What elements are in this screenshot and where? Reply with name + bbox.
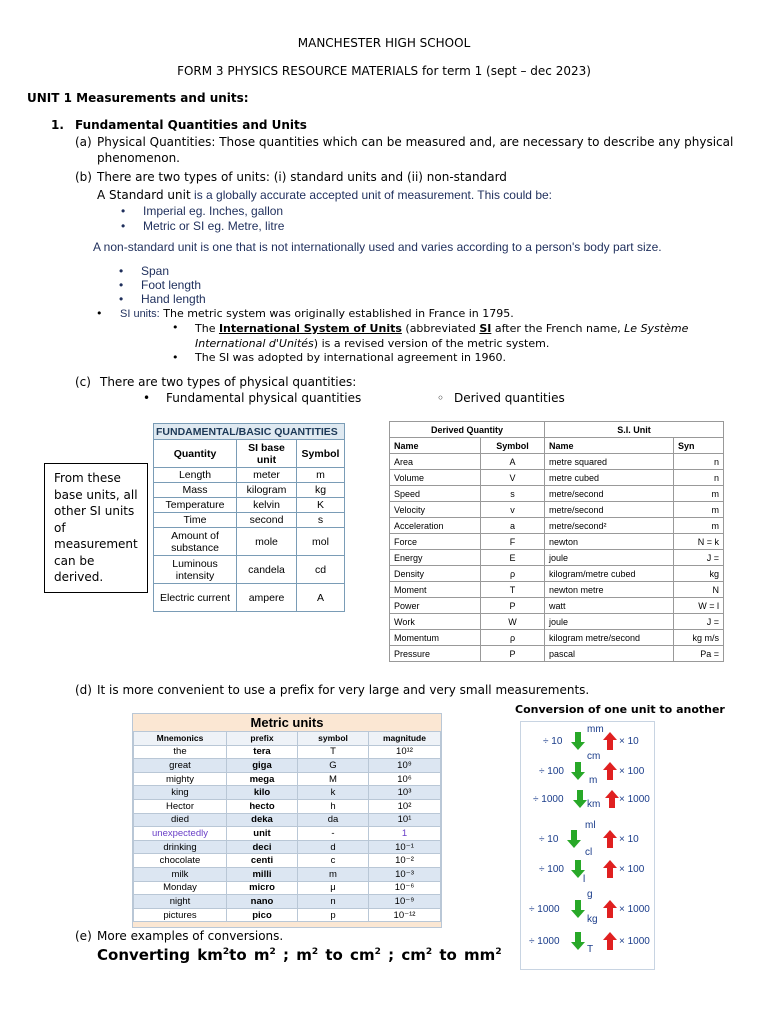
fundamental-quantities-label: Fundamental physical quantities bbox=[166, 391, 362, 405]
multiply-label: × 100 bbox=[619, 864, 645, 875]
table-row bbox=[134, 827, 441, 841]
si-units-intro bbox=[120, 307, 514, 320]
fund-cell: mole bbox=[237, 528, 297, 556]
si-sub1-end: ) is a revised version of the metric system. bbox=[313, 337, 550, 350]
metric-cell: nano bbox=[227, 895, 298, 909]
metric-header-cell: magnitude bbox=[369, 732, 441, 746]
item-d-text: It is more convenient to use a prefix for very large and very small measurements. bbox=[97, 683, 590, 697]
derived-cell: a bbox=[481, 518, 545, 534]
bullet-dot: • bbox=[96, 307, 103, 320]
derived-cell: newton bbox=[545, 534, 674, 550]
derived-cell: kilogram metre/second bbox=[545, 630, 674, 646]
metric-cell: 10⁻³ bbox=[369, 867, 441, 881]
table-row bbox=[154, 498, 345, 513]
fund-cell: kilogram bbox=[237, 483, 297, 498]
standard-unit-def bbox=[97, 188, 552, 202]
red-up-arrow-icon bbox=[603, 900, 617, 918]
list-item: • Span bbox=[141, 264, 206, 278]
metric-cell: the bbox=[134, 745, 227, 759]
converting-part3: to mm bbox=[439, 946, 496, 964]
derived-cell: Density bbox=[390, 566, 481, 582]
metric-cell: pictures bbox=[134, 908, 227, 922]
table-row bbox=[134, 772, 441, 786]
derived-cell: kg m/s bbox=[674, 630, 724, 646]
metric-cell: 10¹ bbox=[369, 813, 441, 827]
item-e-text: More examples of conversions. bbox=[97, 929, 284, 943]
table-row bbox=[390, 470, 724, 486]
section-number: 1. bbox=[51, 118, 64, 132]
fund-cell: kelvin bbox=[237, 498, 297, 513]
unit-label: cl bbox=[585, 847, 593, 858]
fund-cell: m bbox=[297, 468, 345, 483]
metric-cell: drinking bbox=[134, 840, 227, 854]
item-d-label: (d) bbox=[75, 683, 92, 697]
derived-cell: m bbox=[674, 502, 724, 518]
derived-cell: m bbox=[674, 486, 724, 502]
table-row bbox=[390, 454, 724, 470]
bullet-dot: • bbox=[143, 391, 151, 405]
metric-cell: Monday bbox=[134, 881, 227, 895]
metric-cell: T bbox=[298, 745, 369, 759]
unit-label: mm bbox=[587, 724, 604, 735]
standard-unit-lead: A Standard unit bbox=[97, 188, 191, 202]
metric-cell: kilo bbox=[227, 786, 298, 800]
divide-label: ÷ 10 bbox=[543, 736, 563, 747]
derived-cell: A bbox=[481, 454, 545, 470]
bullet-dot: • bbox=[172, 351, 179, 364]
metric-cell: p bbox=[298, 908, 369, 922]
document-subtitle: FORM 3 PHYSICS RESOURCE MATERIALS for term 1 (sept – dec 2023) bbox=[177, 64, 591, 78]
fund-cell: Length bbox=[154, 468, 237, 483]
list-item: • Hand length bbox=[141, 292, 206, 306]
multiply-label: × 1000 bbox=[619, 904, 650, 915]
derived-header-name: Name bbox=[390, 438, 481, 454]
metric-cell: 10⁹ bbox=[369, 759, 441, 773]
derived-cell: P bbox=[481, 646, 545, 662]
derived-cell: J = bbox=[674, 614, 724, 630]
divide-label: ÷ 100 bbox=[539, 766, 564, 777]
conversion-chart bbox=[520, 721, 655, 970]
item-c-text: There are two types of physical quantities: bbox=[100, 375, 357, 389]
metric-cell: unit bbox=[227, 827, 298, 841]
derived-cell: metre cubed bbox=[545, 470, 674, 486]
table-row bbox=[154, 556, 345, 584]
green-down-arrow-icon bbox=[571, 900, 585, 918]
metric-cell: giga bbox=[227, 759, 298, 773]
derived-cell: P bbox=[481, 598, 545, 614]
derived-cell: m bbox=[674, 518, 724, 534]
derived-cell: watt bbox=[545, 598, 674, 614]
metric-cell: died bbox=[134, 813, 227, 827]
derived-cell: Volume bbox=[390, 470, 481, 486]
derived-cell: T bbox=[481, 582, 545, 598]
metric-cell: - bbox=[298, 827, 369, 841]
table-row bbox=[390, 630, 724, 646]
bullet-dot: • bbox=[172, 321, 179, 334]
table-row bbox=[390, 566, 724, 582]
table-row bbox=[134, 881, 441, 895]
unit-label: km bbox=[587, 799, 601, 810]
fund-cell: kg bbox=[297, 483, 345, 498]
metric-cell: da bbox=[298, 813, 369, 827]
derived-cell: W bbox=[481, 614, 545, 630]
derived-cell: Pressure bbox=[390, 646, 481, 662]
unit-label: cm bbox=[587, 751, 601, 762]
multiply-label: × 1000 bbox=[619, 794, 650, 805]
unit-label: ml bbox=[585, 820, 596, 831]
metric-cell: 10⁻⁹ bbox=[369, 895, 441, 909]
green-down-arrow-icon bbox=[573, 790, 587, 808]
item-a-line1: Physical Quantities: Those quantities which can be measured and, are necessary to describe any physical bbox=[97, 135, 734, 149]
metric-cell: 10⁻¹ bbox=[369, 840, 441, 854]
fund-cell: second bbox=[237, 513, 297, 528]
converting-part2: to cm bbox=[325, 946, 375, 964]
derived-cell: J = bbox=[674, 550, 724, 566]
red-up-arrow-icon bbox=[603, 860, 617, 878]
fund-cell: s bbox=[297, 513, 345, 528]
derived-cell: N = k bbox=[674, 534, 724, 550]
item-a-text bbox=[97, 135, 737, 165]
si-unit-group-header: S.I. Unit bbox=[545, 422, 724, 438]
converting-part1: to m bbox=[229, 946, 270, 964]
green-down-arrow-icon bbox=[571, 860, 585, 878]
metric-cell: μ bbox=[298, 881, 369, 895]
metric-cell: n bbox=[298, 895, 369, 909]
fund-cell: meter bbox=[237, 468, 297, 483]
derived-cell: N bbox=[674, 582, 724, 598]
derived-cell: kg bbox=[674, 566, 724, 582]
metric-cell: Hector bbox=[134, 799, 227, 813]
red-up-arrow-icon bbox=[603, 732, 617, 750]
derived-cell: F bbox=[481, 534, 545, 550]
derived-cell: v bbox=[481, 502, 545, 518]
section-title: Fundamental Quantities and Units bbox=[75, 118, 307, 132]
green-down-arrow-icon bbox=[571, 732, 585, 750]
derived-cell: W = l bbox=[674, 598, 724, 614]
derived-cell: ρ bbox=[481, 566, 545, 582]
table-row bbox=[154, 584, 345, 612]
derived-cell: metre/second bbox=[545, 502, 674, 518]
metric-units-table bbox=[133, 731, 441, 922]
item-b-text: There are two types of units: (i) standard units and (ii) non-standard bbox=[97, 170, 507, 184]
fund-cell: Mass bbox=[154, 483, 237, 498]
converting-heading bbox=[97, 946, 502, 964]
metric-cell: mighty bbox=[134, 772, 227, 786]
superscript: 2 bbox=[222, 947, 230, 957]
table-row bbox=[134, 813, 441, 827]
metric-header-cell: Mnemonics bbox=[134, 732, 227, 746]
derived-cell: Power bbox=[390, 598, 481, 614]
metric-cell: 10³ bbox=[369, 786, 441, 800]
fund-header-quantity: Quantity bbox=[154, 440, 237, 468]
fund-cell: ampere bbox=[237, 584, 297, 612]
table-row bbox=[390, 614, 724, 630]
divide-label: ÷ 1000 bbox=[533, 794, 564, 805]
derived-cell: Pa = bbox=[674, 646, 724, 662]
derived-cell: Speed bbox=[390, 486, 481, 502]
derived-cell: n bbox=[674, 470, 724, 486]
standard-unit-rest: is a globally accurate accepted unit of measurement. This could be: bbox=[190, 188, 552, 202]
derived-cell: metre squared bbox=[545, 454, 674, 470]
converting-sep2: ; cm bbox=[388, 946, 426, 964]
metric-cell: tera bbox=[227, 745, 298, 759]
derived-group-header: Derived Quantity bbox=[390, 422, 545, 438]
metric-cell: micro bbox=[227, 881, 298, 895]
metric-header-cell: symbol bbox=[298, 732, 369, 746]
derived-cell: metre/second bbox=[545, 486, 674, 502]
metric-cell: deka bbox=[227, 813, 298, 827]
table-row bbox=[154, 528, 345, 556]
multiply-label: × 100 bbox=[619, 766, 645, 777]
table-row bbox=[154, 513, 345, 528]
table-row bbox=[390, 598, 724, 614]
list-item: • Foot length bbox=[141, 278, 206, 292]
metric-cell: h bbox=[298, 799, 369, 813]
derived-cell: kilogram/metre cubed bbox=[545, 566, 674, 582]
fund-cell: mol bbox=[297, 528, 345, 556]
si-sub1-pre: The bbox=[195, 322, 219, 335]
derived-cell: Moment bbox=[390, 582, 481, 598]
table-row bbox=[134, 867, 441, 881]
derived-header-symbol: Symbol bbox=[481, 438, 545, 454]
metric-cell: pico bbox=[227, 908, 298, 922]
table-row bbox=[390, 550, 724, 566]
derived-cell: metre/second² bbox=[545, 518, 674, 534]
si-units-lead: SI units: bbox=[120, 308, 160, 320]
superscript: 2 bbox=[425, 947, 433, 957]
metric-cell: 10⁻² bbox=[369, 854, 441, 868]
red-up-arrow-icon bbox=[603, 932, 617, 950]
multiply-label: × 10 bbox=[619, 834, 639, 845]
table-row bbox=[134, 799, 441, 813]
red-up-arrow-icon bbox=[605, 790, 619, 808]
table-row bbox=[134, 840, 441, 854]
metric-cell: mega bbox=[227, 772, 298, 786]
metric-cell: 1 bbox=[369, 827, 441, 841]
item-c-label: (c) bbox=[75, 375, 91, 389]
table-row bbox=[154, 468, 345, 483]
si-link[interactable]: International System of Units bbox=[218, 322, 402, 335]
fund-cell: A bbox=[297, 584, 345, 612]
multiply-label: × 10 bbox=[619, 736, 639, 747]
conversion-title: Conversion of one unit to another bbox=[515, 703, 725, 716]
fund-cell: cd bbox=[297, 556, 345, 584]
metric-cell: 10² bbox=[369, 799, 441, 813]
multiply-label: × 1000 bbox=[619, 936, 650, 947]
divide-label: ÷ 1000 bbox=[529, 904, 560, 915]
metric-cell: c bbox=[298, 854, 369, 868]
metric-cell: d bbox=[298, 840, 369, 854]
derived-cell: Work bbox=[390, 614, 481, 630]
divide-label: ÷ 1000 bbox=[529, 936, 560, 947]
superscript: 2 bbox=[495, 947, 502, 957]
table-row bbox=[134, 745, 441, 759]
metric-units-title: Metric units bbox=[250, 715, 324, 730]
table-row bbox=[390, 534, 724, 550]
fund-table-title: FUNDAMENTAL/BASIC QUANTITIES bbox=[154, 424, 345, 440]
derived-cell: pascal bbox=[545, 646, 674, 662]
si-sub1 bbox=[195, 321, 735, 351]
metric-cell: m bbox=[298, 867, 369, 881]
unit-label: T bbox=[587, 944, 594, 955]
conversion-chart-area bbox=[521, 722, 654, 969]
metric-cell: milk bbox=[134, 867, 227, 881]
derived-cell: Momentum bbox=[390, 630, 481, 646]
metric-cell: hecto bbox=[227, 799, 298, 813]
table-row bbox=[390, 502, 724, 518]
metric-cell: 10¹² bbox=[369, 745, 441, 759]
derived-quantities-table bbox=[389, 421, 724, 662]
table-row bbox=[390, 486, 724, 502]
divide-label: ÷ 100 bbox=[539, 864, 564, 875]
metric-cell: milli bbox=[227, 867, 298, 881]
converting-lead: Converting km bbox=[97, 946, 223, 964]
si-header-symbol: Syn bbox=[674, 438, 724, 454]
si-sub2: The SI was adopted by international agreement in 1960. bbox=[195, 351, 506, 364]
converting-sep1: ; m bbox=[283, 946, 312, 964]
metric-units-panel bbox=[132, 713, 442, 928]
unit-label: kg bbox=[587, 914, 598, 925]
superscript: 2 bbox=[311, 947, 319, 957]
table-row bbox=[134, 786, 441, 800]
red-up-arrow-icon bbox=[603, 830, 617, 848]
metric-cell: deci bbox=[227, 840, 298, 854]
fund-cell: Luminous intensity bbox=[154, 556, 237, 584]
green-down-arrow-icon bbox=[571, 932, 585, 950]
si-abbr-link[interactable]: SI bbox=[479, 322, 492, 335]
derived-cell: Velocity bbox=[390, 502, 481, 518]
unit-heading: UNIT 1 Measurements and units: bbox=[27, 91, 249, 105]
unit-label: l bbox=[583, 874, 586, 885]
fund-cell: K bbox=[297, 498, 345, 513]
base-units-note-box: From these base units, all other SI units of measurement can be derived. bbox=[44, 463, 148, 593]
metric-cell: king bbox=[134, 786, 227, 800]
fund-cell: Electric current bbox=[154, 584, 237, 612]
metric-header-row bbox=[134, 732, 441, 746]
derived-cell: Energy bbox=[390, 550, 481, 566]
metric-header-cell: prefix bbox=[227, 732, 298, 746]
si-units-rest: The metric system was originally established in France in 1795. bbox=[159, 307, 514, 320]
green-down-arrow-icon bbox=[567, 830, 581, 848]
derived-quantities-label: Derived quantities bbox=[454, 391, 565, 405]
derived-cell: Force bbox=[390, 534, 481, 550]
unit-label: g bbox=[587, 889, 593, 900]
non-standard-def: A non-standard unit is one that is not internationally used and varies according to a person's body part size. bbox=[93, 240, 662, 254]
green-down-arrow-icon bbox=[571, 762, 585, 780]
si-french-name: Le Système International d'Unités bbox=[195, 322, 689, 350]
derived-cell: Area bbox=[390, 454, 481, 470]
item-a-label: (a) bbox=[75, 135, 92, 149]
metric-cell: night bbox=[134, 895, 227, 909]
fund-cell: candela bbox=[237, 556, 297, 584]
circle-bullet-icon: ◦ bbox=[437, 391, 445, 405]
non-standard-list bbox=[141, 264, 206, 306]
metric-cell: k bbox=[298, 786, 369, 800]
list-item: • Metric or SI eg. Metre, litre bbox=[143, 219, 284, 233]
fundamental-quantities-table bbox=[153, 423, 345, 612]
superscript: 2 bbox=[374, 947, 381, 957]
metric-cell: centi bbox=[227, 854, 298, 868]
list-item: • Imperial eg. Inches, gallon bbox=[143, 204, 284, 218]
fund-header-unit: SI base unit bbox=[237, 440, 297, 468]
derived-table-wrapper bbox=[389, 421, 719, 667]
fund-cell: Temperature bbox=[154, 498, 237, 513]
item-a-line2: phenomenon. bbox=[97, 151, 180, 165]
fund-cell: Amount of substance bbox=[154, 528, 237, 556]
fund-cell: Time bbox=[154, 513, 237, 528]
fund-header-symbol: Symbol bbox=[297, 440, 345, 468]
derived-cell: ρ bbox=[481, 630, 545, 646]
table-row bbox=[134, 759, 441, 773]
table-row bbox=[390, 646, 724, 662]
metric-cell: 10⁶ bbox=[369, 772, 441, 786]
derived-cell: V bbox=[481, 470, 545, 486]
derived-cell: n bbox=[674, 454, 724, 470]
divide-label: ÷ 10 bbox=[539, 834, 559, 845]
metric-cell: M bbox=[298, 772, 369, 786]
unit-label: m bbox=[589, 775, 598, 786]
metric-cell: chocolate bbox=[134, 854, 227, 868]
standard-unit-list bbox=[143, 204, 284, 233]
derived-cell: newton metre bbox=[545, 582, 674, 598]
red-up-arrow-icon bbox=[603, 762, 617, 780]
table-row bbox=[154, 483, 345, 498]
derived-cell: s bbox=[481, 486, 545, 502]
item-b-label: (b) bbox=[75, 170, 92, 184]
superscript: 2 bbox=[269, 947, 276, 957]
table-row bbox=[134, 895, 441, 909]
table-row bbox=[134, 854, 441, 868]
school-title: MANCHESTER HIGH SCHOOL bbox=[297, 36, 471, 50]
metric-cell: 10⁻⁶ bbox=[369, 881, 441, 895]
derived-cell: joule bbox=[545, 614, 674, 630]
si-header-name: Name bbox=[545, 438, 674, 454]
metric-cell: great bbox=[134, 759, 227, 773]
table-row bbox=[390, 518, 724, 534]
derived-cell: E bbox=[481, 550, 545, 566]
metric-cell: unexpectedly bbox=[134, 827, 227, 841]
derived-cell: Acceleration bbox=[390, 518, 481, 534]
item-e-label: (e) bbox=[75, 929, 92, 943]
table-row bbox=[390, 582, 724, 598]
si-sub1-mid: (abbreviated bbox=[401, 322, 480, 335]
metric-cell: G bbox=[298, 759, 369, 773]
derived-cell: joule bbox=[545, 550, 674, 566]
metric-cell: 10⁻¹² bbox=[369, 908, 441, 922]
si-sub1-post: after the French name, bbox=[491, 322, 625, 335]
table-row bbox=[134, 908, 441, 922]
